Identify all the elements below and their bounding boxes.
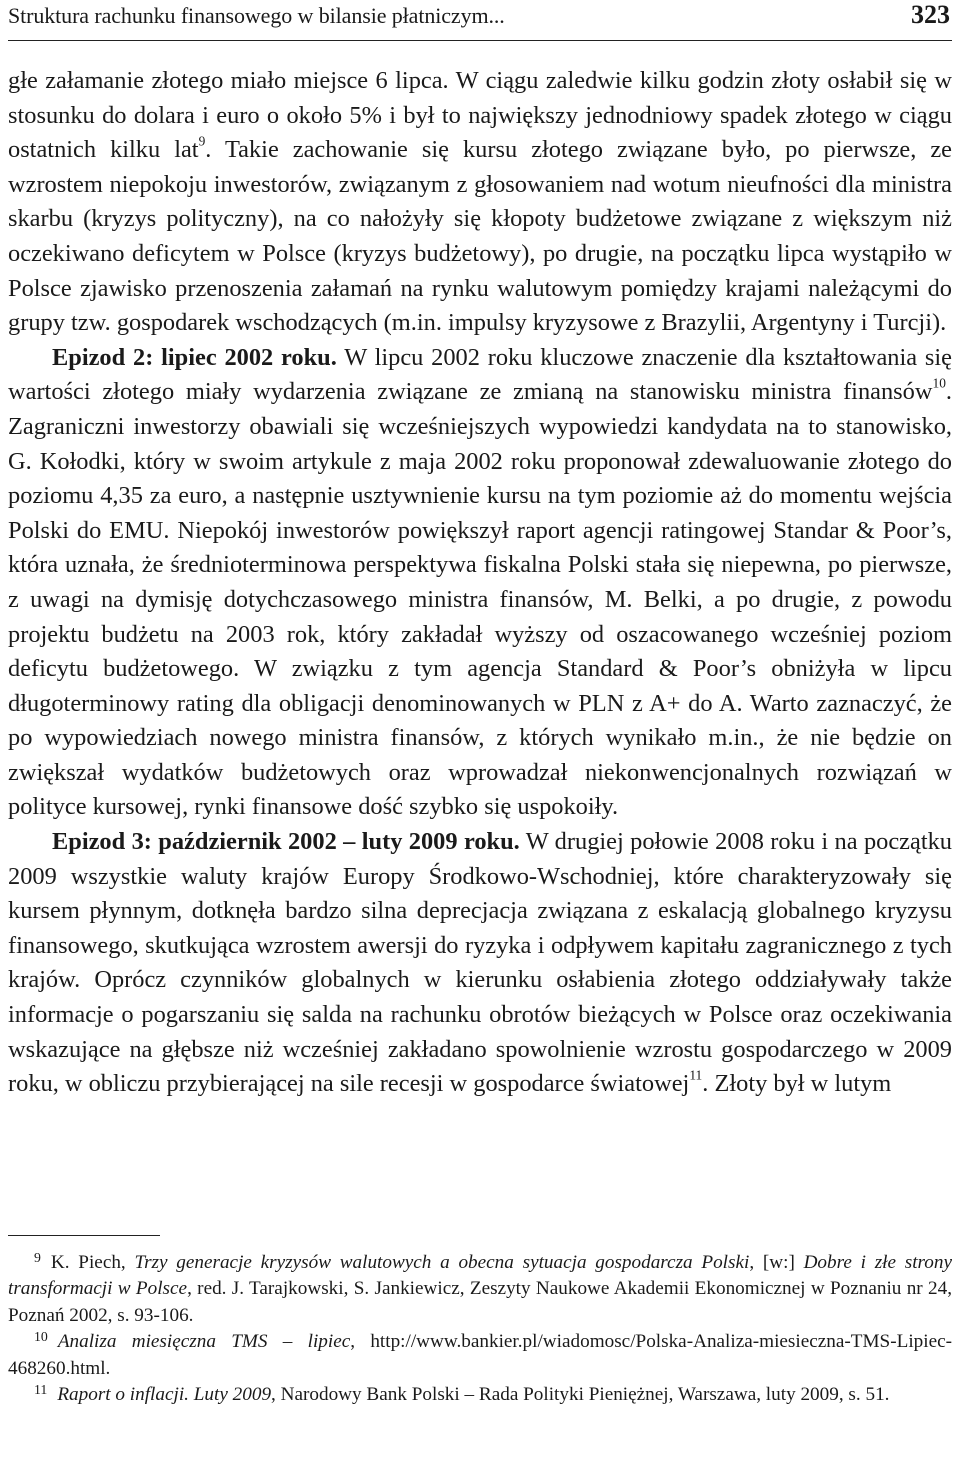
footnote-ref-10[interactable]: 10	[932, 375, 946, 391]
page-header	[8, 0, 952, 41]
running-title: Struktura rachunku finansowego w bilansie płatniczym...	[8, 3, 505, 28]
paragraph-2: Epizod 2: lipiec 2002 roku. W lipcu 2002 roku kluczowe znaczenie dla kształtowania się wartości złotego miały wydarzenia związane ze zmianą na stanowisku ministra finansów$^{10}$. Zagraniczni inwestorzy obawiali się wcześniejszych wypowiedzi kandydata na to stanowisko, G. Kołodki, który w swoim artykule z maja 2002 roku proponował zdewaluowanie złotego do poziomu 4,35 za euro, a następnie usztywnienie kursu na tym poziomie aż do momentu wejścia Polski do EMU. Niepokój inwestorów powiększył raport agencji ratingowej Standar & Poor’s, która uznała, że średnioterminowa perspektywa fiskalna Polski stała się niepewna, po pierwsze, z uwagi na dymisję dotychczasowego ministra finansów, M. Belki, a po drugie, z powodu projektu budżetu na 2003 rok, który zakładał wyższy od oszacowanego wcześniej poziom deficytu budżetowego. W związku z tym agencja Standard & Poor’s obniżyła w lipcu długoterminowy rating dla obligacji denominowanych w PLN z A+ do A. Warto zaznaczyć, że po wypowiedziach nowego ministra finansów, z których wynikało m.in., że nie będzie on zwiększał wydatków budżetowych oraz wprowadzał niekonwencjonalnych rozwiązań w polityce kursowej, rynki finansowe dość szybko się uspokoiły.	[8, 343, 952, 821]
footnotes	[8, 1250, 952, 1408]
episode-3-heading: Epizod 3: październik 2002 – luty 2009 roku.	[52, 828, 520, 856]
main-text	[8, 64, 952, 1102]
episode-2-heading: Epizod 2: lipiec 2002 roku.	[52, 343, 337, 371]
footnote-10-link[interactable]: , http://www.bankier.pl/wiadomosc/Polska-Analiza-miesieczna-TMS-Lipiec-468260.html.	[8, 1331, 953, 1379]
footnote-11: $^{11}$ Raport o inflacji. Luty 2009, Narodowy Bank Polski – Rada Polityki Pieniężnej, Warszawa, luty 2009, s. 51.	[34, 1381, 890, 1406]
paragraph-3: Epizod 3: październik 2002 – luty 2009 roku. W drugiej połowie 2008 roku i na początku 2009 wszystkie waluty krajów Europy Środkowo-Wschodniej, które charakteryzowały się kursem płynnym, dotknęła bardzo silna deprecjacja związana z eskalacją globalnego kryzysu finansowego, skutkująca wzrostem awersji do ryzyka i odpływem kapitału zagranicznego z tych krajów. Oprócz czynników globalnych w kierunku osłabienia złotego oddziaływały także informacje o pogarszaniu się salda na rachunku obrotów bieżących w Polsce oraz oczekiwania wskazujące na głębsze niż wcześniej zakładano spowolnienie wzrostu gospodarczego w 2009 roku, w obliczu przybierającej na sile recesji w gospodarce światowej$^{11}$. Złoty był w lutym	[8, 828, 952, 1098]
footnote-ref-9[interactable]: 9	[198, 133, 206, 149]
paragraph-1: głe załamanie złotego miało miejsce 6 lipca. W ciągu zaledwie kilku godzin złoty osłabił się w stosunku do dolara i euro o około 5% i był to największy jednodniowy spadek złotego w ciągu ostatnich kilku lat$^9$. Takie zachowanie się kursu złotego związane było, po pierwsze, ze wzrostem niepokoju inwestorów, związanym z głosowaniem nad wotum nieufności dla ministra skarbu (kryzys polityczny), na co nałożyły się kłopoty budżetowe związane z większym niż oczekiwano deficytem w Polsce (kryzys budżetowy), po drugie, na początku lipca wystąpiło w Polsce zjawisko przenoszenia załamań na rynku walutowym pomiędzy krajami należącymi do grupy tzw. gospodarek wschodzących (m.in. impulsy kryzysowe z Brazylii, Argentyny i Turcji).	[8, 67, 952, 337]
footnote-separator	[8, 1235, 160, 1236]
footnote-ref-11[interactable]: 11	[689, 1067, 703, 1083]
page-number: 323	[911, 0, 950, 29]
footnote-10: $^{10}$ Analiza miesięczna TMS – lipiec, http://www.bankier.pl/wiadomosc/Polska-Analiza-miesieczna-TMS-Lipiec-468260.html.	[8, 1329, 953, 1379]
footnote-9: $^9$ K. Piech, Trzy generacje kryzysów walutowych a obecna sytuacja gospodarcza Polski, [w:] Dobre i złe strony transformacji w Polsce, red. J. Tarajkowski, S. Jankiewicz, Zeszyty Naukowe Akademii Ekonomicznej w Poznaniu nr 24, Poznań 2002, s. 93-106.	[8, 1249, 953, 1326]
